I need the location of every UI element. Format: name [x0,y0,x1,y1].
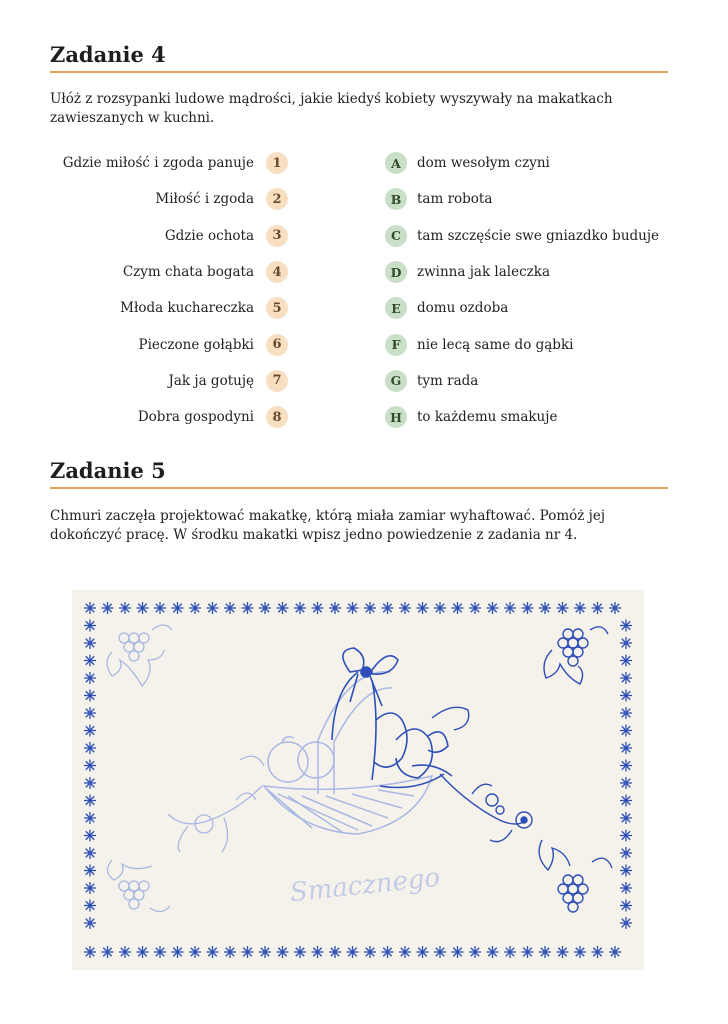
border-star-icon [620,690,632,702]
border-star-icon [620,760,632,772]
proverb-beginning-text: Młoda kuchareczka [120,300,254,317]
border-star-icon [259,946,271,958]
proverb-beginning-text: Dobra gospodyni [137,409,254,426]
border-star-icon [84,777,96,789]
proverb-beginning-text: Czym chata bogata [122,264,254,281]
border-star-icon [620,637,632,649]
border-star-icon [557,946,569,958]
border-star-icon [504,946,516,958]
border-star-icon [620,707,632,719]
proverb-beginning-2[interactable] [0,181,290,217]
proverb-beginning-text: Gdzie ochota [164,227,254,244]
border-star-icon [294,602,306,614]
letter-badge: F [385,334,407,356]
border-star-icon [620,812,632,824]
letter-badge: G [385,370,407,392]
border-star-icon [207,946,219,958]
border-star-icon [172,946,184,958]
border-star-icon [434,602,446,614]
task4-heading: Zadanie 4 [50,42,668,73]
border-star-icon [592,602,604,614]
border-star-icon [84,865,96,877]
border-star-icon [119,946,131,958]
border-star-icon [452,946,464,958]
border-star-icon [620,847,632,859]
border-star-icon [84,655,96,667]
border-star-icon [189,946,201,958]
border-star-icon [364,602,376,614]
border-star-icon [242,602,254,614]
border-star-icon [504,602,516,614]
border-star-icon [329,946,341,958]
border-star-icon [224,602,236,614]
border-star-icon [84,637,96,649]
border-star-icon [417,946,429,958]
letter-badge: D [385,261,407,283]
border-star-icon [522,602,534,614]
number-badge: 5 [266,297,288,319]
proverb-ending-text: dom wesołym czyni [417,155,550,172]
border-star-icon [620,865,632,877]
proverb-ending-text: nie lecą same do gąbki [417,336,574,353]
cloth-inscription: Smacznego [288,862,442,909]
proverb-beginning-text: Jak ja gotuję [168,372,254,389]
embroidered-wall-hanging[interactable] [72,590,644,970]
border-star-icon [620,882,632,894]
wall-hanging-drawing [72,590,644,970]
proverb-ending-text: to każdemu smakuje [417,409,558,426]
border-star-icon [154,946,166,958]
border-star-icon [84,917,96,929]
proverb-beginning-3[interactable] [0,218,290,254]
border-star-icon [84,620,96,632]
border-star-icon [137,602,149,614]
proverb-ending-text: domu ozdoba [417,300,509,317]
border-star-icon [609,602,621,614]
letter-badge: B [385,188,407,210]
border-star-icon [224,946,236,958]
number-badge: 8 [266,406,288,428]
border-star-icon [84,690,96,702]
border-star-icon [207,602,219,614]
proverb-beginning-text: Miłość i zgoda [155,191,254,208]
border-star-icon [620,795,632,807]
proverb-ending-text: tym rada [417,372,479,389]
cloth-background [72,590,644,970]
border-star-icon [84,812,96,824]
letter-badge: C [385,225,407,247]
border-star-icon [592,946,604,958]
proverb-beginning-6[interactable] [0,326,290,362]
number-badge: 2 [266,188,288,210]
border-star-icon [84,830,96,842]
border-star-icon [620,917,632,929]
border-star-icon [294,946,306,958]
proverb-ending-c[interactable] [385,218,685,254]
proverb-beginning-5[interactable] [0,290,290,326]
border-star-icon [469,602,481,614]
border-star-icon [620,725,632,737]
task5-instruction: Chmuri zaczęła projektować makatkę, którą miała zamiar wyhaftować. Pomóż jej dokończyć pracę. W środku makatki wpisz jedno powiedzenie z zadania nr 4. [50,508,606,543]
task4-instruction: Ułóż z rozsypanki ludowe mądrości, jakie kiedyś kobiety wyszywały na makatkach zawieszanych w kuchni. [50,91,613,126]
border-star-icon [119,602,131,614]
border-star-icon [102,602,114,614]
proverb-endings-list [385,145,685,435]
proverb-ending-f[interactable] [385,326,685,362]
proverb-ending-text: tam robota [417,191,493,208]
border-star-icon [312,602,324,614]
border-star-icon [84,725,96,737]
border-star-icon [347,946,359,958]
border-star-icon [84,707,96,719]
border-star-icon [539,946,551,958]
border-star-icon [84,795,96,807]
proverb-ending-text: tam szczęście swe gniazdko buduje [417,227,660,244]
proverb-ending-b[interactable] [385,181,685,217]
border-star-icon [102,946,114,958]
border-star-icon [620,777,632,789]
border-star-icon [574,602,586,614]
border-star-icon [84,847,96,859]
border-star-icon [522,946,534,958]
number-badge: 7 [266,370,288,392]
border-star-icon [620,742,632,754]
border-star-icon [382,946,394,958]
border-star-icon [434,946,446,958]
border-star-icon [364,946,376,958]
proverb-ending-d[interactable] [385,254,685,290]
border-star-icon [452,602,464,614]
border-star-icon [487,602,499,614]
border-star-icon [487,946,499,958]
proverb-ending-a[interactable] [385,145,685,181]
border-star-icon [620,620,632,632]
border-star-icon [84,946,96,958]
border-star-icon [259,602,271,614]
border-star-icon [172,602,184,614]
proverb-ending-text: zwinna jak laleczka [417,264,550,281]
border-star-icon [329,602,341,614]
border-star-icon [189,602,201,614]
border-star-icon [84,742,96,754]
proverb-beginning-1[interactable] [0,145,290,181]
proverb-beginnings-list [0,145,290,435]
border-star-icon [84,760,96,772]
proverb-ending-g[interactable] [385,363,685,399]
border-star-icon [620,830,632,842]
border-star-icon [154,602,166,614]
border-star-icon [277,946,289,958]
proverb-ending-e[interactable] [385,290,685,326]
border-star-icon [382,602,394,614]
proverb-beginning-8[interactable] [0,399,290,435]
number-badge: 6 [266,334,288,356]
border-star-icon [399,946,411,958]
border-star-icon [84,602,96,614]
border-star-icon [84,882,96,894]
proverb-beginning-7[interactable] [0,363,290,399]
border-star-icon [399,602,411,614]
number-badge: 3 [266,225,288,247]
number-badge: 1 [266,152,288,174]
border-star-icon [242,946,254,958]
letter-badge: H [385,406,407,428]
border-star-icon [620,655,632,667]
border-star-icon [84,900,96,912]
border-star-icon [137,946,149,958]
border-star-icon [277,602,289,614]
border-star-icon [620,900,632,912]
border-star-icon [620,672,632,684]
border-star-icon [574,946,586,958]
border-star-icon [347,602,359,614]
letter-badge: A [385,152,407,174]
proverb-beginning-text: Gdzie miłość i zgoda panuje [62,155,254,172]
number-badge: 4 [266,261,288,283]
border-star-icon [84,672,96,684]
proverb-beginning-4[interactable] [0,254,290,290]
letter-badge: E [385,297,407,319]
border-star-icon [557,602,569,614]
border-star-icon [312,946,324,958]
border-star-icon [469,946,481,958]
proverb-beginning-text: Pieczone gołąbki [138,336,254,353]
border-star-icon [539,602,551,614]
border-star-icon [417,602,429,614]
border-star-icon [609,946,621,958]
proverb-ending-h[interactable] [385,399,685,435]
task5-heading: Zadanie 5 [50,458,668,489]
